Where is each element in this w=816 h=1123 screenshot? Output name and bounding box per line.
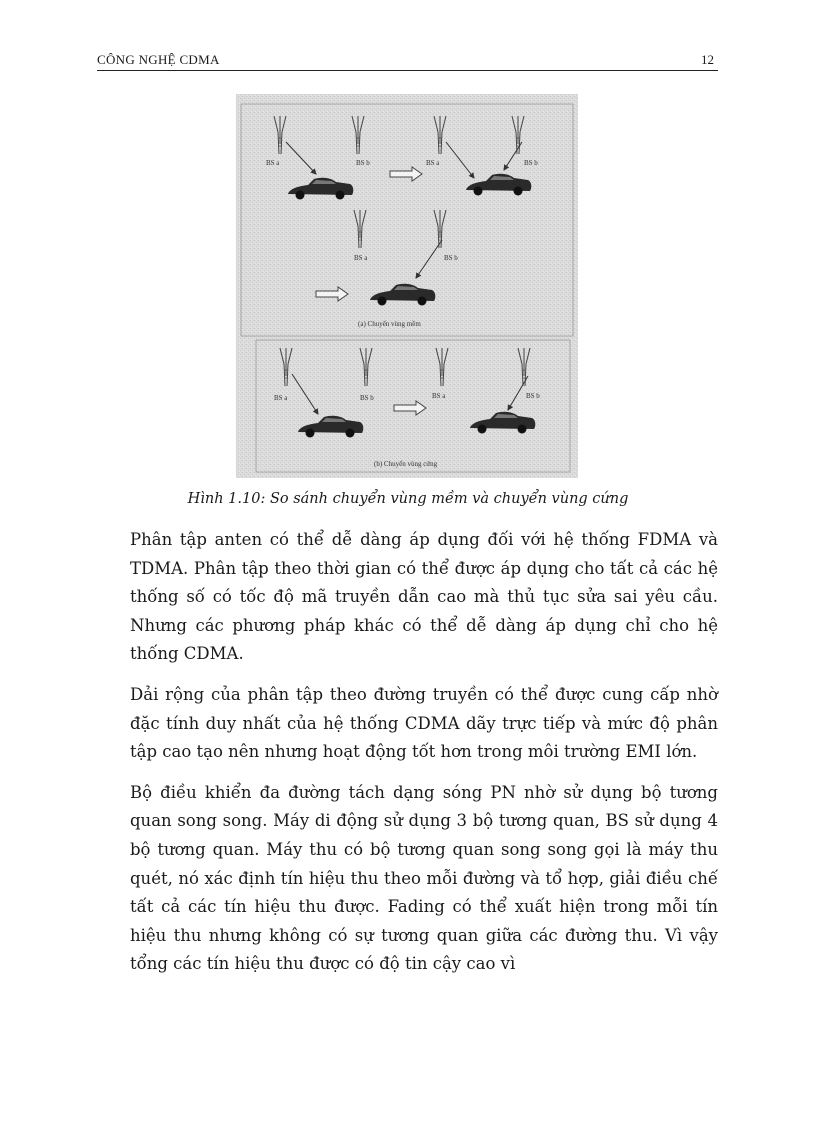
bs-b-label: BS b xyxy=(356,159,370,167)
bs-a-label: BS a xyxy=(274,394,288,402)
figure-caption: Hình 1.10: So sánh chuyển vùng mềm và chuyển vùng cứng xyxy=(187,491,629,507)
paragraph: Dải rộng của phân tập theo đường truyền có thể được cung cấp nhờ đặc tính duy nhất của hệ thống CDMA dãy trực tiếp và mức độ phân tập cao tạo nên nhưng hoạt động tốt hơn trong môi trường EMI lớn. xyxy=(130,684,718,762)
paragraph: Phân tập anten có thể dễ dàng áp dụng đối với hệ thống FDMA và TDMA. Phân tập theo thời gian có thể được áp dụng cho tất cả các hệ thống số có tốc độ mã truyền dẫn cao mà thủ tục sửa sai yêu cầu. Nhưng các phương pháp khác có thể dễ dàng áp dụng chỉ cho hệ thống CDMA. xyxy=(130,530,718,664)
bs-a-label: BS a xyxy=(432,392,446,400)
bs-a-label: BS a xyxy=(354,254,368,262)
handoff-figure xyxy=(236,94,578,478)
bs-b-label: BS b xyxy=(360,394,374,402)
paragraph: Bộ điều khiển đa đường tách dạng sóng PN nhờ sử dụng bộ tương quan song song. Máy di động sử dụng 3 bộ tương quan, BS sử dụng 4 bộ tương quan. Máy thu có bộ tương quan song song gọi là máy thu quét, nó xác định tín hiệu thu theo mỗi đường và tổ hợp, giải điều chế tất cả các tín hiệu thu được. Fading có thể xuất hiện trong mỗi tín hiệu thu nhưng không có sự tương quan giữa các đường thu. Vì vậy tổng các tín hiệu thu được có độ tin cậy cao vì xyxy=(130,782,718,974)
bs-a-label: BS a xyxy=(426,159,440,167)
page-header xyxy=(97,50,718,71)
panel-a-caption: (a) Chuyển vùng mềm xyxy=(358,320,421,328)
header-title: CÔNG NGHỆ CDMA xyxy=(97,52,220,67)
bs-a-label: BS a xyxy=(266,159,280,167)
page-number: 12 xyxy=(701,52,714,67)
panel-b-caption: (b) Chuyển vùng cứng xyxy=(374,460,438,468)
bs-b-label: BS b xyxy=(444,254,458,262)
body-text xyxy=(130,526,718,991)
bs-b-label: BS b xyxy=(524,159,538,167)
bs-b-label: BS b xyxy=(526,392,540,400)
